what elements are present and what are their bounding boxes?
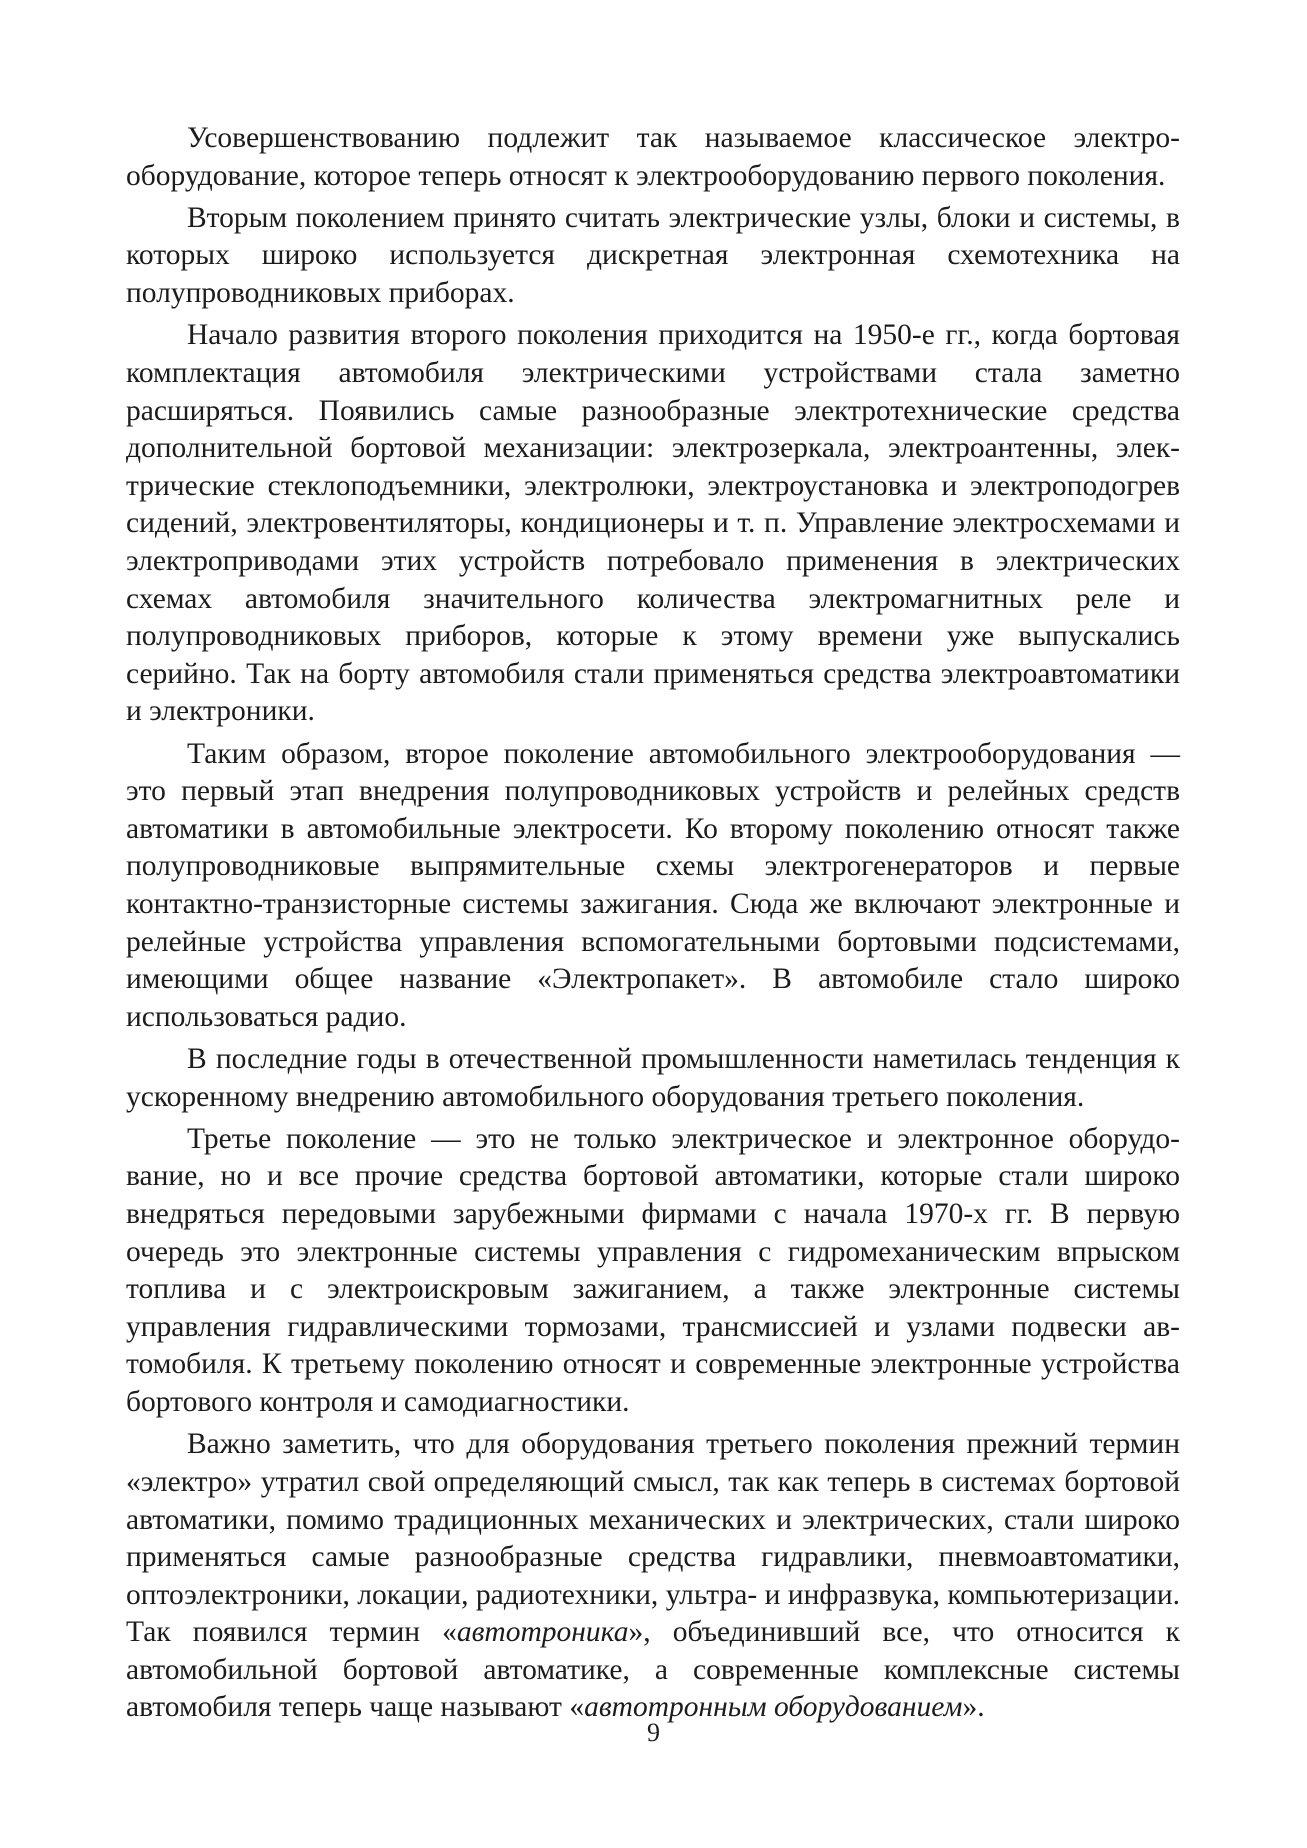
paragraph-4: Таким образом, второе поколение автомобильного электрооборудования — это первый этап внедрения полупроводниковых устройств и релейных средств автоматики в автомобильные электросети. Ко второму поколению относят также полупроводниковые выпрямительные схемы электрогенераторов и первые контактно-транзисторные системы зажигания. Сюда же включают электронные и релейные устройства управления вспомогательными бортовыми подсистемами, имеющими общее название «Электропакет». В автомобиле стало широко использоваться радио.: [126, 737, 1180, 1033]
paragraph-1: Усовершенствованию подлежит так называемое классическое электрооборудование, которое теперь относят к электрооборудованию первого поколения.: [126, 122, 1180, 192]
paragraph-7-text-2: », объединивший все, что относится к автомобильной бортовой автоматике, а современные комплексные системы автомобиля теперь чаще называют «: [126, 1616, 1180, 1724]
term-avtotronnoe-oborudovanie: автотронным оборудованием: [584, 1691, 963, 1724]
body-text: [126, 120, 1180, 1732]
paragraph-7-text-3: ».: [962, 1691, 985, 1724]
paragraph-3: Начало развития второго поколения приходится на 1950-е гг., когда бортовая комплектация автомобиля электрическими устройствами стала заметно расширяться. Появились самые разнообразные электротехнические средства дополнительной бортовой механизации: электрозеркала, электроантенны, электрические стеклоподъемники, электролюки, электроустановка и электроподогрев сидений, электровентиляторы, кондиционеры и т. п. Управление электросхемами и электроприводами этих устройств потребовало применения в электрических схемах автомобиля значительного количества электромагнитных реле и полупроводниковых приборов, которые к этому времени уже выпускались серийно. Так на борту автомобиля стали применяться средства электроавтоматики и электроники.: [126, 319, 1180, 728]
paragraph-2: Вторым поколением принято считать электрические узлы, блоки и системы, в которых широко используется дискретная электронная схемотехника на полупроводниковых приборах.: [126, 201, 1180, 310]
paragraph-7-text-1: Важно заметить, что для оборудования третьего поколения прежний термин «электро» утратил свой определяющий смысл, так как теперь в системах бортовой автоматики, помимо традиционных механических и электрических, стали широко применяться самые разнообразные средства гидравлики, пневмоавтоматики, оптоэлектроники, локации, радиотехники, ультра- и инфразвука, компьютеризации. Так появился термин «: [126, 1428, 1180, 1649]
term-avtotronika: автотроника: [456, 1616, 629, 1649]
paragraph-6: Третье поколение — это не только электрическое и электронное оборудование, но и все прочие средства бортовой автоматики, которые стали широко внедряться передовыми зарубежными фирмами с начала 1970-х гг. В первую очередь это электронные системы управления с гидромеханическим впрыском топлива и с электроискровым зажиганием, а также электронные системы управления гидравлическими тормозами, трансмиссией и узлами подвески автомобиля. К третьему поколению относят и современные электронные устройства бортового контроля и самодиагностики.: [126, 1122, 1180, 1419]
paragraph-7: [126, 1426, 1180, 1727]
page-number: 9: [647, 1718, 660, 1747]
paragraph-5: В последние годы в отечественной промышленности наметилась тенденция к ускоренному внедрению автомобильного оборудования третьего поколения.: [126, 1043, 1180, 1113]
